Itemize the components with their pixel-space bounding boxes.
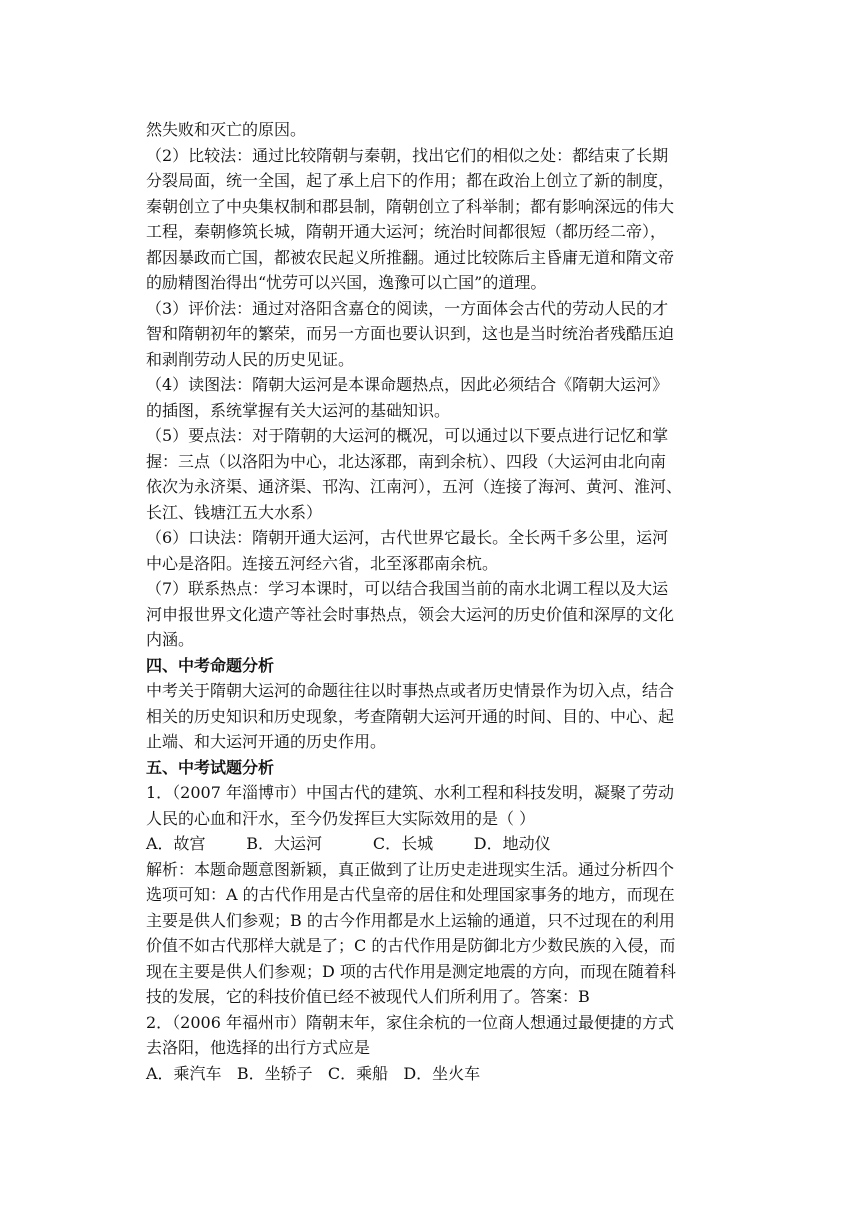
document-page [146, 117, 716, 1086]
analysis-line: 价值不如古代那样大就是了；C 的古代作用是防御北方少数民族的入侵，而 [146, 936, 676, 955]
text-line: 止端、和大运河开通的历史作用。 [146, 732, 387, 751]
analysis-line: 技的发展，它的科技价值已经不被现代人们所利用了。答案：B [146, 987, 590, 1006]
text-line: 长江、钱塘江五大水系） [146, 502, 323, 522]
text-line: （4）读图法：隋朝大运河是本课命题热点，因此必须结合《隋朝大运河》 [146, 375, 669, 394]
text-line: 的励精图治得出“忧劳可以兴国，逸豫可以亡国”的道理。 [146, 273, 547, 292]
text-line: 工程，秦朝修筑长城，隋朝开通大运河；统治时间都很短（都历经二帝）， [146, 222, 667, 241]
text-line: 依次为永济渠、通济渠、邗沟、江南河），五河（连接了海河、黄河、淮河、 [146, 477, 683, 496]
answer-options: A．故宫 B．大运河 C．长城 D．地动仪 [146, 834, 551, 853]
section-heading: 四、中考命题分析 [146, 655, 275, 675]
text-line: 中考关于隋朝大运河的命题往往以时事热点或者历史情景作为切入点，结合 [146, 681, 675, 700]
text-line: 握：三点（以洛阳为中心，北达涿郡，南到余杭）、四段（大运河由北向南 [146, 451, 667, 471]
question-line: 去洛阳，他选择的出行方式应是 [146, 1038, 371, 1057]
text-line: 的插图，系统掌握有关大运河的基础知识。 [146, 400, 451, 420]
question-line: 2．（2006 年福州市）隋朝末年，家住余杭的一位商人想通过最便捷的方式 [146, 1012, 674, 1032]
answer-options: A．乘汽车 B．坐轿子 C．乘船 D．坐火车 [146, 1063, 481, 1083]
analysis-line: 现在主要是供人们参观；D 项的古代作用是测定地震的方向，而现在随着科 [146, 961, 676, 981]
text-line: 内涵。 [146, 630, 195, 649]
text-line: 河申报世界文化遗产等社会时事热点，领会大运河的历史价值和深厚的文化 [146, 604, 675, 624]
text-line: （3）评价法：通过对洛阳含嘉仓的阅读，一方面体会古代的劳动人民的才 [146, 298, 669, 318]
text-line: （2）比较法：通过比较隋朝与秦朝，找出它们的相似之处：都结束了长期 [146, 145, 669, 165]
text-line: 分裂局面，统一全国，起了承上启下的作用；都在政治上创立了新的制度， [146, 171, 675, 190]
analysis-line: 主要是供人们参观；B 的古今作用都是水上运输的通道，只不过现在的利用 [146, 910, 675, 930]
text-line: 中心是洛阳。连接五河经六省，北至涿郡南余杭。 [146, 553, 499, 573]
text-line: 秦朝创立了中央集权制和郡县制，隋朝创立了科举制；都有影响深远的伟大 [146, 196, 675, 216]
text-line: （6）口诀法：隋朝开通大运河，古代世界它最长。全长两千多公里，运河 [146, 528, 669, 547]
text-line: 都因暴政而亡国，都被农民起义所推翻。通过比较陈后主昏庸无道和隋文帝 [146, 247, 675, 267]
text-line: 相关的历史知识和历史现象，考查隋朝大运河开通的时间、目的、中心、起 [146, 706, 675, 726]
question-line: 人民的心血和汗水，至今仍发挥巨大实际效用的是（ ） [146, 808, 536, 828]
text-line: （7）联系热点：学习本课时，可以结合我国当前的南水北调工程以及大运 [146, 579, 669, 598]
analysis-line: 解析：本题命题意图新颖，真正做到了让历史走进现实生活。通过分析四个 [146, 859, 675, 879]
analysis-line: 选项可知：A 的古代作用是古代皇帝的居住和处理国家事务的地方，而现在 [146, 885, 675, 904]
text-line: 智和隋朝初年的繁荣，而另一方面也要认识到，这也是当时统治者残酷压迫 [146, 324, 675, 343]
text-line: （5）要点法：对于隋朝的大运河的概况，可以通过以下要点进行记忆和掌 [146, 426, 669, 445]
section-heading: 五、中考试题分析 [146, 757, 275, 777]
text-line: 和剥削劳动人民的历史见证。 [146, 349, 355, 369]
text-line: 然失败和灭亡的原因。 [146, 120, 307, 139]
question-line: 1．（2007 年淄博市）中国古代的建筑、水利工程和科技发明，凝聚了劳动 [146, 783, 674, 802]
